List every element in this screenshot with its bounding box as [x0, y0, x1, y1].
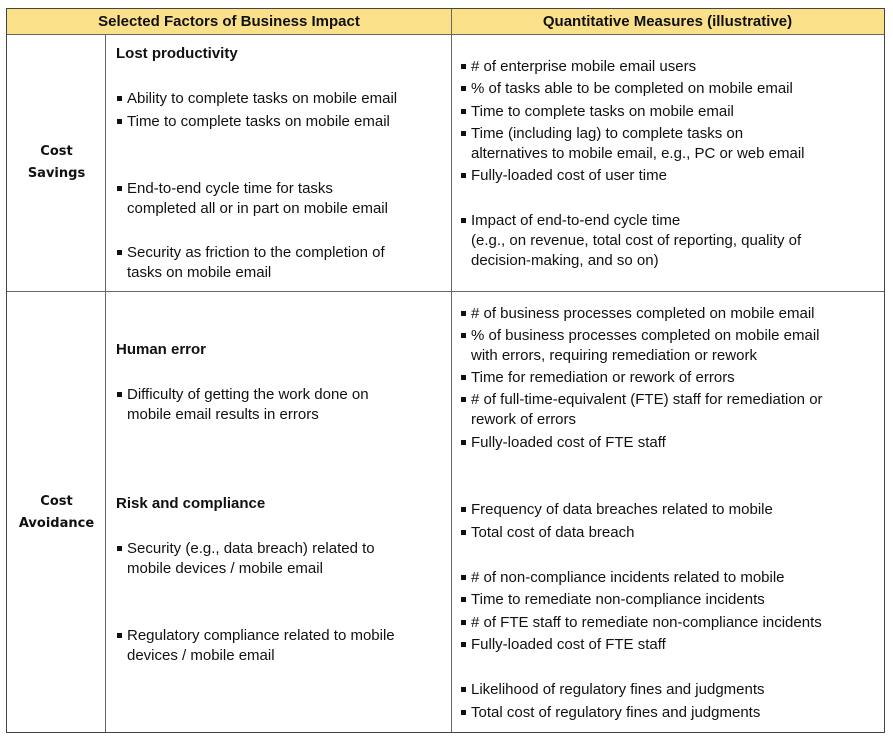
measure-item: # of non-compliance incidents related to mobile [459, 568, 785, 588]
category-label: Cost [40, 494, 73, 509]
measure-item: # of enterprise mobile email users [459, 57, 696, 77]
factor-item [115, 179, 388, 219]
measure-item: % of tasks able to be completed on mobile email [459, 79, 793, 99]
line: alternatives to mobile email, e.g., PC or web email [471, 145, 805, 162]
factor-item: Ability to complete tasks on mobile email [115, 89, 397, 109]
factor-item [115, 385, 369, 425]
measure-item: Frequency of data breaches related to mobile [459, 500, 773, 520]
line: Security (e.g., data breach) related to [127, 540, 375, 557]
header-factors: Selected Factors of Business Impact [7, 9, 451, 35]
measure-item: # of FTE staff to remediate non-compliance incidents [459, 613, 822, 633]
line: devices / mobile email [127, 647, 275, 664]
category-cost-savings [7, 141, 106, 185]
category-label: Savings [27, 166, 86, 181]
measure-item: Total cost of regulatory fines and judgments [459, 703, 760, 723]
business-impact-table [6, 8, 885, 733]
line: % of business processes completed on mobile email [471, 327, 820, 344]
factor-item [115, 539, 375, 579]
line: rework of errors [471, 411, 577, 428]
line: Difficulty of getting the work done on [127, 386, 369, 403]
column-divider [451, 9, 452, 732]
line: Impact of end-to-end cycle time [471, 212, 681, 229]
line: # of full-time-equivalent (FTE) staff for remediation or [471, 391, 823, 408]
line: mobile email results in errors [127, 406, 319, 423]
factor-title: Risk and compliance [116, 495, 266, 512]
line: End-to-end cycle time for tasks [127, 180, 333, 197]
line: (e.g., on revenue, total cost of reporting, quality of [471, 232, 802, 249]
category-label: Cost [40, 144, 73, 159]
line: decision-making, and so on) [471, 252, 659, 269]
measure-item [459, 211, 801, 271]
measure-item: Likelihood of regulatory fines and judgments [459, 680, 765, 700]
row-divider [7, 291, 884, 292]
measure-item: Fully-loaded cost of FTE staff [459, 433, 666, 453]
measure-item: Fully-loaded cost of user time [459, 166, 667, 186]
line: Regulatory compliance related to mobile [127, 627, 395, 644]
category-cost-avoidance [7, 491, 106, 535]
measure-item: Fully-loaded cost of FTE staff [459, 635, 666, 655]
measure-item: Time to complete tasks on mobile email [459, 102, 734, 122]
measure-item: Time to remediate non-compliance incidents [459, 590, 765, 610]
line: Time (including lag) to complete tasks on [471, 125, 744, 142]
line: completed all or in part on mobile email [127, 200, 388, 217]
line: Security as friction to the completion of [127, 244, 385, 261]
measure-item [459, 390, 823, 430]
header-measures: Quantitative Measures (illustrative) [451, 9, 884, 35]
measure-item [459, 326, 820, 366]
category-label: Avoidance [18, 516, 95, 531]
factor-item [115, 626, 395, 666]
line: mobile devices / mobile email [127, 560, 323, 577]
measure-item [459, 124, 804, 164]
measure-item: Total cost of data breach [459, 523, 634, 543]
factor-title: Lost productivity [116, 45, 238, 62]
line: with errors, requiring remediation or rework [471, 347, 757, 364]
measure-item: Time for remediation or rework of errors [459, 368, 735, 388]
column-divider [105, 35, 106, 732]
factor-item: Time to complete tasks on mobile email [115, 112, 390, 132]
factor-item [115, 243, 385, 283]
line: tasks on mobile email [127, 264, 272, 281]
measure-item: # of business processes completed on mobile email [459, 304, 815, 324]
factor-title: Human error [116, 341, 207, 358]
